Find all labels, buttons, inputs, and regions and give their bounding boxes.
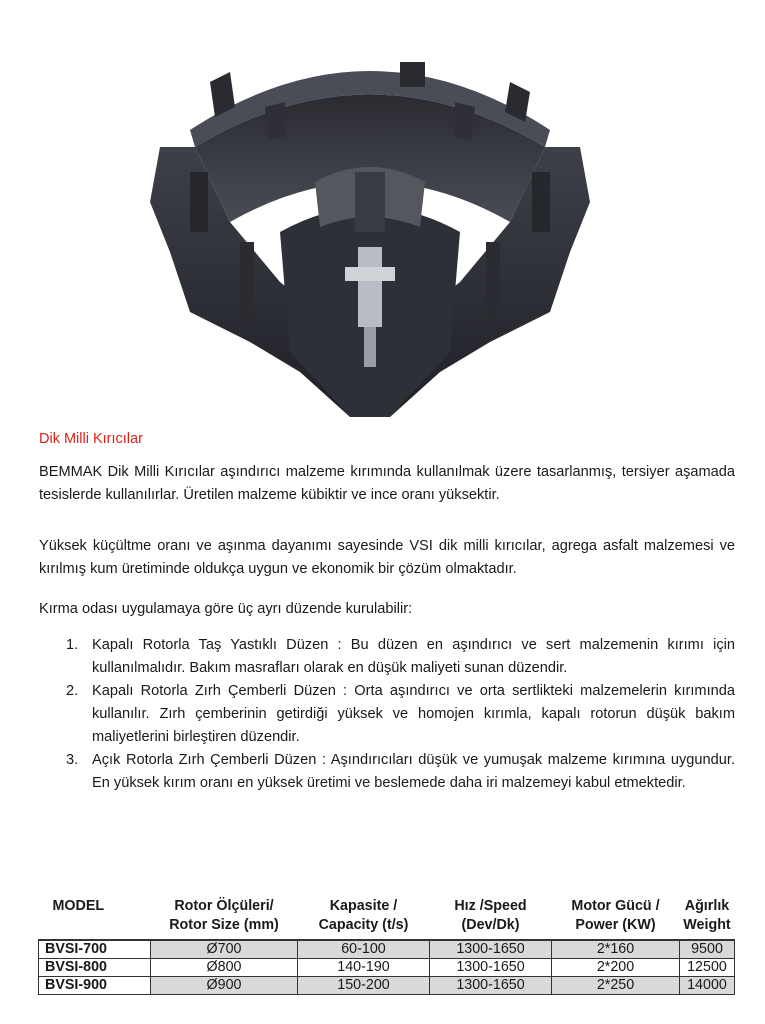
crusher-cutaway-image (150, 22, 590, 417)
model-cell: BVSI-800 (39, 959, 151, 977)
model-cell: BVSI-700 (39, 940, 151, 959)
capacity-cell: 150-200 (298, 977, 430, 995)
rotor-size-cell: Ø700 (151, 940, 298, 959)
capacity-cell: 60-100 (298, 940, 430, 959)
list-item-text: Kapalı Rotorla Zırh Çemberli Düzen : Orta aşındırıcı ve orta sertlikteki malzemelerin kırımında kullanılır. Zırh çemberinin getirdiği yüksek ve homojen kırımla, kapalı rotorun düşük bakım maliyetlerini birleştiren düzendir. (92, 683, 735, 745)
intro-paragraph: BEMMAK Dik Milli Kırıcılar aşındırıcı malzeme kırımında kullanılmak üzere tasarlanmış, tersiyer aşamada tesislerde kullanılırlar. Üretilen malzeme kübiktir ve ince oranı yüksektir. (39, 464, 735, 503)
column-header-speed: Hız /Speed (Dev/Dk) (454, 898, 527, 933)
model-cell: BVSI-900 (39, 977, 151, 995)
configurations-intro: Kırma odası uygulamaya göre üç ayrı düzende kurulabilir: (39, 601, 413, 617)
weight-cell: 9500 (680, 940, 735, 959)
table-header-row (39, 895, 735, 940)
list-item (66, 749, 735, 795)
table-row (39, 977, 735, 995)
list-item-number: 1. (66, 637, 79, 653)
column-header-weight: Ağırlık Weight (683, 898, 731, 933)
column-header-model: MODEL (52, 898, 105, 914)
capacity-cell: 140-190 (298, 959, 430, 977)
column-header-capacity: Kapasite / Capacity (t/s) (318, 898, 409, 933)
weight-cell: 14000 (680, 977, 735, 995)
list-item (66, 634, 735, 680)
speed-cell: 1300-1650 (430, 977, 552, 995)
power-cell: 2*160 (552, 940, 680, 959)
list-item-text: Kapalı Rotorla Taş Yastıklı Düzen : Bu düzen en aşındırıcı ve sert malzemenin kırımı için kullanılmalıdır. Bakım masrafları olarak en düşük maliyeti sunan düzendir. (92, 637, 735, 676)
list-item-number: 3. (66, 752, 79, 768)
table-row (39, 959, 735, 977)
table-row (39, 940, 735, 959)
benefits-paragraph: Yüksek küçültme oranı ve aşınma dayanımı sayesinde VSI dik milli kırıcılar, agrega asfalt malzemesi ve kırılmış kum üretiminde oldukça uygun ve ekonomik bir çözüm olmaktadır. (39, 538, 735, 577)
section-title: Dik Milli Kırıcılar (39, 431, 143, 447)
column-header-power: Motor Gücü / Power (KW) (571, 898, 660, 933)
speed-cell: 1300-1650 (430, 940, 552, 959)
specifications-table (38, 895, 735, 995)
configuration-list (66, 634, 735, 795)
rotor-size-cell: Ø800 (151, 959, 298, 977)
rotor-size-cell: Ø900 (151, 977, 298, 995)
speed-cell: 1300-1650 (430, 959, 552, 977)
list-item (66, 680, 735, 749)
column-header-rotor-size: Rotor Ölçüleri/ Rotor Size (mm) (169, 898, 279, 933)
weight-cell: 12500 (680, 959, 735, 977)
power-cell: 2*200 (552, 959, 680, 977)
list-item-text: Açık Rotorla Zırh Çemberli Düzen : Aşındırıcıları düşük ve yumuşak malzeme kırımına uygundur. En yüksek kırım oranı en yüksek üretimi ve beslemede daha iri malzemeyi kabul etmektedir. (92, 752, 735, 791)
power-cell: 2*250 (552, 977, 680, 995)
list-item-number: 2. (66, 683, 79, 699)
